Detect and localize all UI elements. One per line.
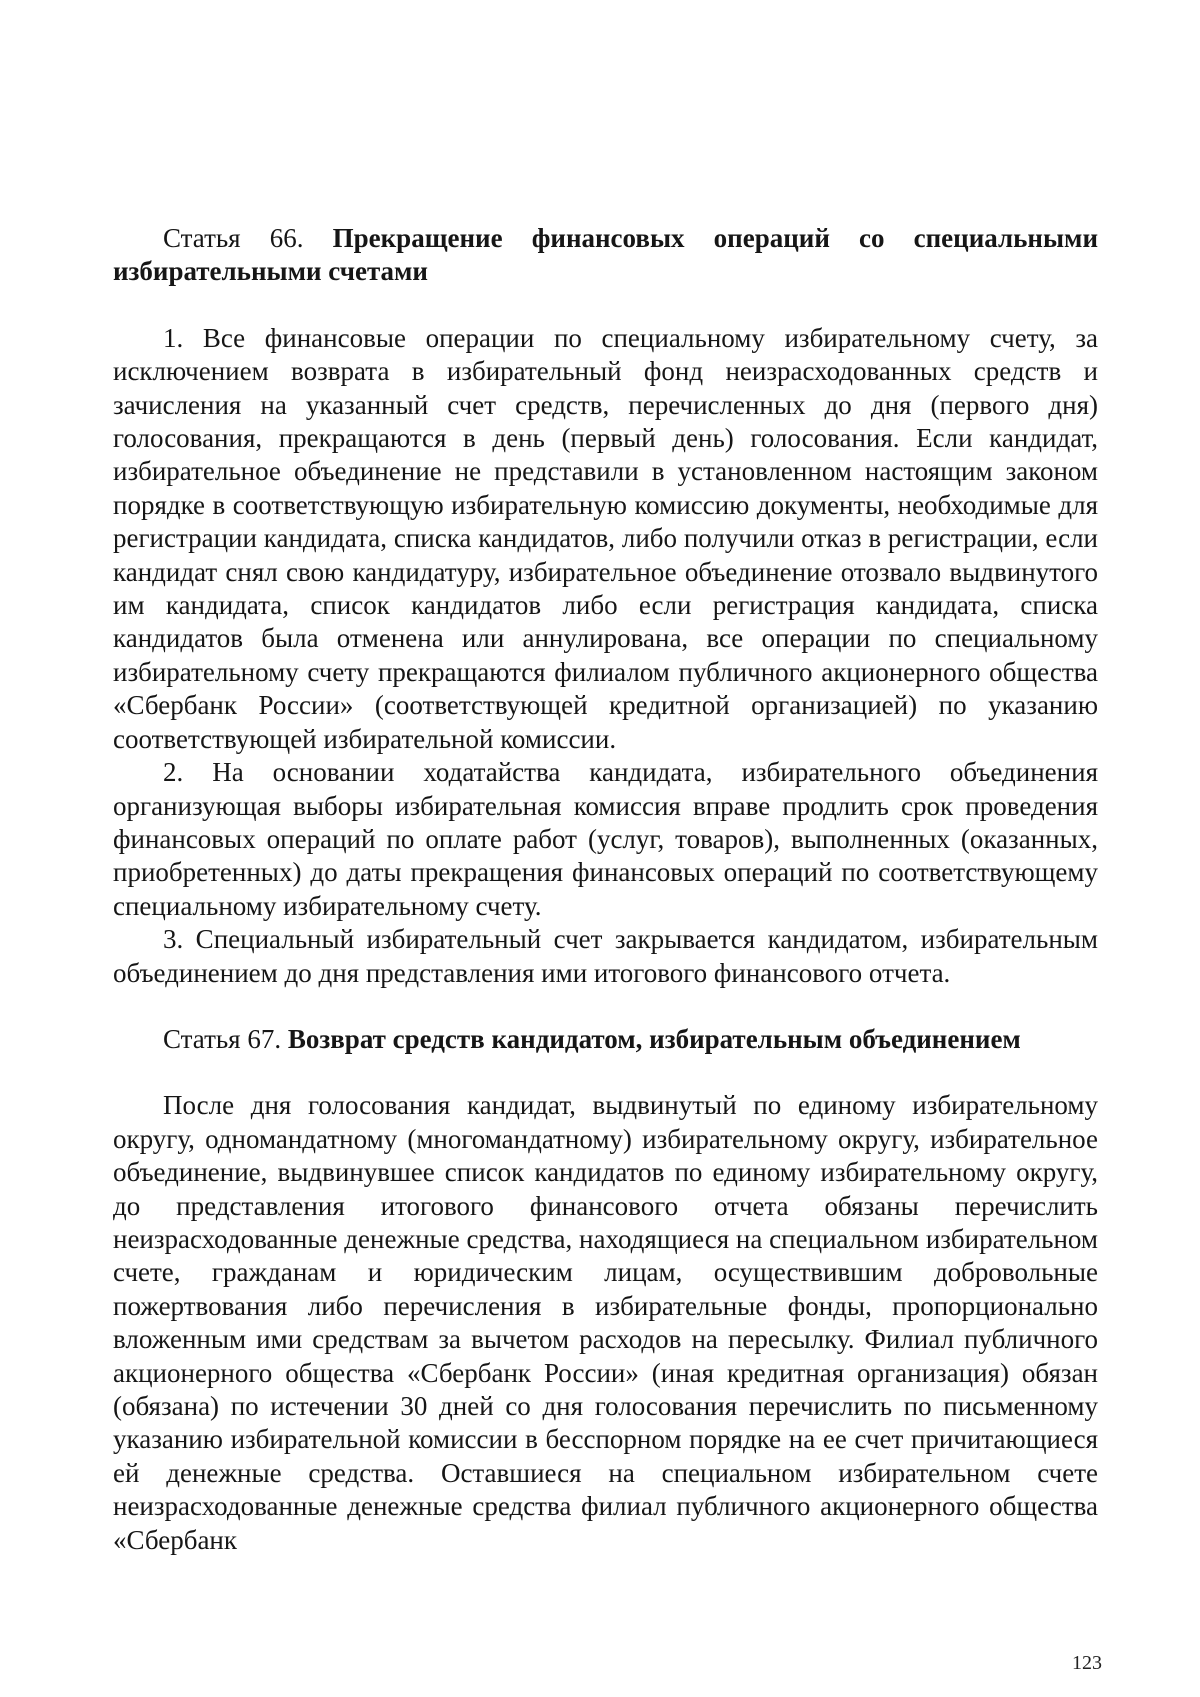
article-67-heading-title: Возврат средств кандидатом, избирательным объединением [287,1023,1021,1054]
spacer [113,289,1098,322]
article-66-paragraph-2: 2. На основании ходатайства кандидата, избирательного объединения организующая выборы избирательная комиссия вправе продлить срок проведения финансовых операций по оплате работ (услуг, товаров), выполненных (оказанных, приобретенных) до даты прекращения финансовых операций по соответствующему специальному избирательному счету. [113,757,1098,921]
document-body [113,222,1098,1557]
article-67-paragraph-1: После дня голосования кандидат, выдвинутый по единому избирательному округу, одномандатному (многомандатному) избирательному округу, избирательное объединение, выдвинувшее список кандидатов по единому избирательному округу, до представления итогового финансового отчета обязаны перечислить неизрасходованные денежные средства, находящиеся на специальном избирательном счете, гражданам и юридическим лицам, осуществившим добровольные пожертвования либо перечисления в избирательные фонды, пропорционально вложенным ими средствам за вычетом расходов на пересылку. Филиал публичного акционерного общества «Сбербанк России» (иная кредитная организация) обязан (обязана) по истечении 30 дней со дня голосования перечислить по письменному указанию избирательной комиссии в бесспорном порядке на ее счет причитающиеся ей денежные средства. Оставшиеся на специальном избирательном счете неизрасходованные денежные средства филиал публичного акционерного общества «Сбербанк [113,1090,1098,1555]
article-66-heading-prefix: Статья 66. [163,223,304,253]
article-66-heading-title: Прекращение финансовых операций со специальными избирательными счетами [113,223,1099,287]
article-66-paragraph-3: 3. Специальный избирательный счет закрывается кандидатом, избирательным объединением до дня представления ими итогового финансового отчета. [113,924,1098,988]
page-number: 123 [1072,1652,1102,1674]
spacer [113,990,1098,1023]
article-66-paragraph-1: 1. Все финансовые операции по специальному избирательному счету, за исключением возврата в избирательный фонд неизрасходованных средств и зачисления на указанный счет средств, перечисленных до дня (первого дня) голосования, прекращаются в день (первый день) голосования. Если кандидат, избирательное объединение не представили в установленном настоящим законом порядке в соответствующую избирательную комиссию документы, необходимые для регистрации кандидата, списка кандидатов, либо получили отказ в регистрации, если кандидат снял свою кандидатуру, избирательное объединение отозвало выдвинутого им кандидата, список кандидатов либо если регистрация кандидата, списка кандидатов была отменена или аннулирована, все операции по специальному избирательному счету прекращаются филиалом публичного акционерного общества «Сбербанк России» (соответствующей кредитной организацией) по указанию соответствующей избирательной комиссии. [113,322,1098,754]
spacer [113,1056,1098,1089]
article-67-heading-prefix: Статья 67. [163,1023,282,1054]
article-67-heading [113,1023,1098,1056]
article-66-heading [113,222,1098,289]
